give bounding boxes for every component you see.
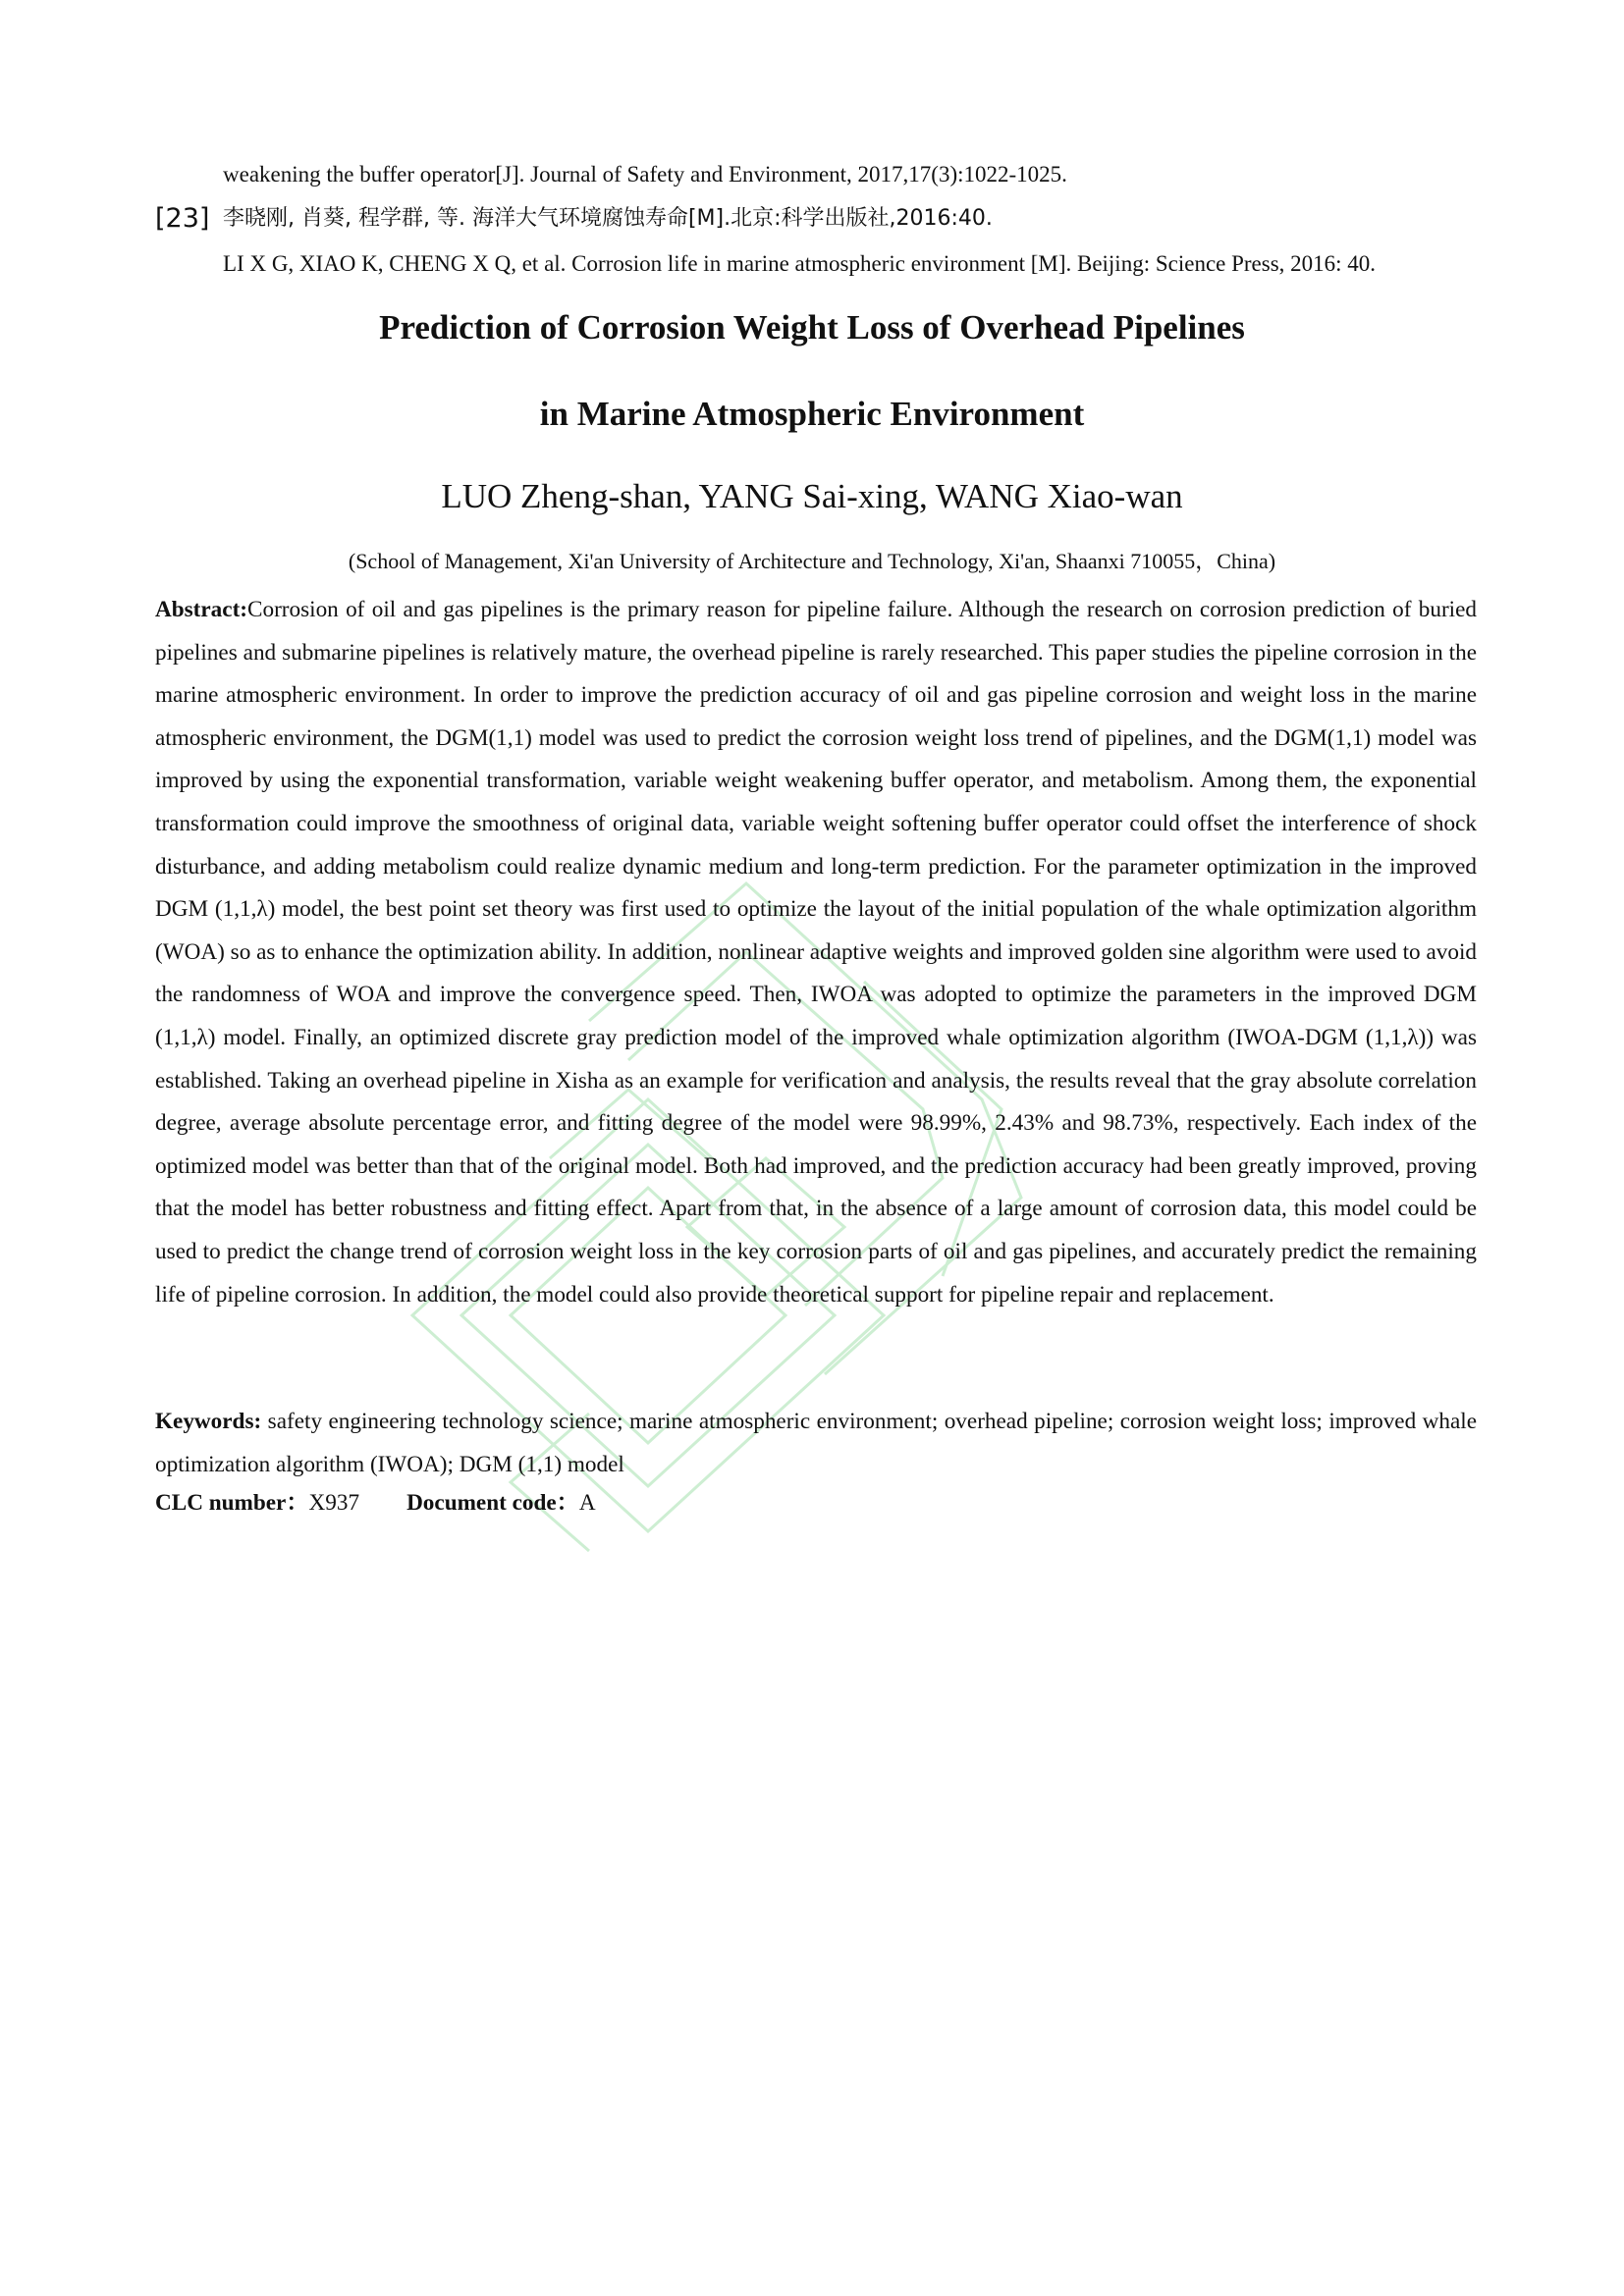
clc-label: CLC number： bbox=[155, 1490, 309, 1516]
reference-23-english: LI X G, XIAO K, CHENG X Q, et al. Corrosion life in marine atmospheric environment [M]. Beijing: Science Press, 2016: 40. bbox=[223, 251, 1377, 276]
author-list: LUO Zheng-shan, YANG Sai-xing, WANG Xiao-wan bbox=[441, 477, 1183, 515]
abstract-paragraph bbox=[155, 589, 1477, 1316]
paper-title-line-1: Prediction of Corrosion Weight Loss of Overhead Pipelines bbox=[379, 308, 1245, 347]
clc-value: X937 bbox=[308, 1490, 360, 1516]
reference-23-chinese: 李晓刚, 肖葵, 程学群, 等. 海洋大气环境腐蚀寿命[M].北京:科学出版社,2016:40. bbox=[223, 206, 993, 231]
abstract-label: Abstract: bbox=[155, 597, 248, 622]
affiliation: (School of Management, Xi'an University of Architecture and Technology, Xi'an, Shaanxi 710055，China) bbox=[348, 549, 1276, 573]
abstract-text: Corrosion of oil and gas pipelines is the primary reason for pipeline failure. Although the research on corrosion prediction of buried pipelines and submarine pipelines is relatively mature, the overhead pipeline is rarely researched. This paper studies the pipeline corrosion in the marine atmospheric environment. In order to improve the prediction accuracy of oil and gas pipeline corrosion and weight loss in the marine atmospheric environment, the DGM(1,1) model was used to predict the corrosion weight loss trend of pipelines, and the DGM(1,1) model was improved by using the exponential transformation, variable weight weakening buffer operator, and metabolism. Among them, the exponential transformation could improve the smoothness of original data, variable weight softening buffer operator could offset the interference of shock disturbance, and adding metabolism could realize dynamic medium and long-term prediction. For the parameter optimization in the improved DGM (1,1,λ) model, the best point set theory was first used to optimize the layout of the initial population of the whale optimization algorithm (WOA) so as to enhance the optimization ability. In addition, nonlinear adaptive weights and improved golden sine algorithm were used to avoid the randomness of WOA and improve the convergence speed. Then, IWOA was adopted to optimize the parameters in the improved DGM (1,1,λ) model. Finally, an optimized discrete gray prediction model of the improved whale optimization algorithm (IWOA-DGM (1,1,λ)) was established. Taking an overhead pipeline in Xisha as an example for verification and analysis, the results reveal that the gray absolute correlation degree, average absolute percentage error, and fitting degree of the model were 98.99%, 2.43% and 98.73%, respectively. Each index of the optimized model was better than that of the original model. Both had improved, and the prediction accuracy had been greatly improved, proving that the model has better robustness and fitting effect. Apart from that, in the absence of a large amount of corrosion data, this model could be used to predict the change trend of corrosion weight loss in the key corrosion parts of oil and gas pipelines, and accurately predict the remaining life of pipeline corrosion. In addition, the model could also provide theoretical support for pipeline repair and replacement. bbox=[155, 597, 1477, 1308]
keywords-label: Keywords: bbox=[155, 1409, 262, 1434]
document-code-value: A bbox=[578, 1490, 596, 1516]
paper-title-line-2: in Marine Atmospheric Environment bbox=[539, 395, 1085, 433]
document-code-label: Document code： bbox=[406, 1490, 579, 1516]
keywords-paragraph bbox=[155, 1401, 1477, 1486]
reference-23-number: [23] bbox=[155, 203, 210, 234]
classification-line bbox=[155, 1488, 596, 1518]
reference-22-continuation: weakening the buffer operator[J]. Journal of Safety and Environment, 2017,17(3):1022-1025. bbox=[223, 162, 1067, 187]
keywords-text: safety engineering technology science; marine atmospheric environment; overhead pipeline; corrosion weight loss; improved whale optimization algorithm (IWOA); DGM (1,1) model bbox=[155, 1409, 1478, 1477]
